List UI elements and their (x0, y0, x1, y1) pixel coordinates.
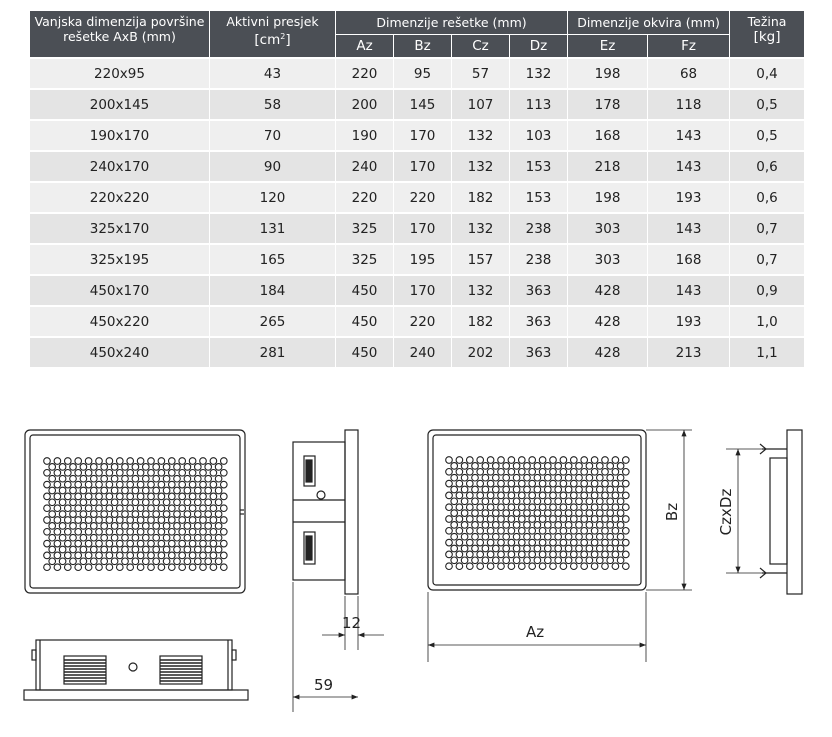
cell-cz: 57 (452, 58, 510, 89)
cell-kg: 0,4 (730, 58, 805, 89)
cell-fz: 143 (648, 275, 730, 306)
cell-cz: 157 (452, 244, 510, 275)
cell-dz: 153 (510, 182, 568, 213)
cell-ez: 198 (568, 182, 648, 213)
dim-label-59: 59 (314, 676, 334, 694)
cell-size: 325x195 (30, 244, 210, 275)
dim-label-az: Az (526, 623, 545, 641)
cell-dz: 238 (510, 213, 568, 244)
cell-bz: 220 (394, 182, 452, 213)
cell-area: 90 (210, 151, 336, 182)
cell-kg: 0,9 (730, 275, 805, 306)
dim-label-12: 12 (342, 614, 362, 632)
cell-size: 450x240 (30, 337, 210, 368)
side-view-right (726, 430, 802, 594)
cell-ez: 178 (568, 89, 648, 120)
cell-bz: 170 (394, 275, 452, 306)
cell-size: 200x145 (30, 89, 210, 120)
cell-fz: 118 (648, 89, 730, 120)
cell-size: 240x170 (30, 151, 210, 182)
cell-area: 43 (210, 58, 336, 89)
cell-kg: 0,5 (730, 89, 805, 120)
header-ez: Ez (568, 35, 648, 59)
cell-area: 265 (210, 306, 336, 337)
cell-az: 450 (336, 306, 394, 337)
cell-ez: 428 (568, 337, 648, 368)
cell-az: 220 (336, 58, 394, 89)
cell-area: 58 (210, 89, 336, 120)
cell-size: 220x220 (30, 182, 210, 213)
cell-cz: 182 (452, 306, 510, 337)
cell-az: 450 (336, 337, 394, 368)
cell-fz: 193 (648, 182, 730, 213)
front-view-grille (25, 430, 245, 593)
cell-ez: 303 (568, 213, 648, 244)
cell-dz: 238 (510, 244, 568, 275)
cell-kg: 0,5 (730, 120, 805, 151)
cell-kg: 1,0 (730, 306, 805, 337)
cell-dz: 363 (510, 337, 568, 368)
cell-kg: 0,6 (730, 182, 805, 213)
header-grille-dimensions: Dimenzije rešetke (mm) (336, 11, 568, 35)
cell-bz: 145 (394, 89, 452, 120)
dim-label-czdz: CzxDz (717, 488, 735, 536)
cell-dz: 113 (510, 89, 568, 120)
cell-fz: 143 (648, 120, 730, 151)
cell-area: 165 (210, 244, 336, 275)
cell-kg: 0,6 (730, 151, 805, 182)
cell-ez: 218 (568, 151, 648, 182)
cell-bz: 170 (394, 213, 452, 244)
cell-area: 120 (210, 182, 336, 213)
bottom-view-grille (24, 640, 248, 700)
cell-fz: 143 (648, 213, 730, 244)
cell-ez: 198 (568, 58, 648, 89)
cell-fz: 193 (648, 306, 730, 337)
header-fz: Fz (648, 35, 730, 59)
header-dz: Dz (510, 35, 568, 59)
cell-size: 220x95 (30, 58, 210, 89)
cell-fz: 68 (648, 58, 730, 89)
cell-cz: 132 (452, 151, 510, 182)
cell-cz: 182 (452, 182, 510, 213)
header-frame-dimensions: Dimenzije okvira (mm) (568, 11, 730, 35)
header-active-area: Aktivni presjek $[cm^2]$ (210, 11, 336, 59)
cell-az: 325 (336, 244, 394, 275)
cell-bz: 240 (394, 337, 452, 368)
dim-label-bz: Bz (663, 502, 681, 522)
cell-fz: 143 (648, 151, 730, 182)
header-az: Az (336, 35, 394, 59)
cell-az: 190 (336, 120, 394, 151)
cell-bz: 220 (394, 306, 452, 337)
cell-ez: 428 (568, 306, 648, 337)
front-view-dimensioned (428, 430, 692, 662)
cell-kg: 0,7 (730, 213, 805, 244)
cell-cz: 202 (452, 337, 510, 368)
cell-bz: 170 (394, 151, 452, 182)
cell-kg: 1,1 (730, 337, 805, 368)
cell-fz: 168 (648, 244, 730, 275)
cell-dz: 363 (510, 306, 568, 337)
cell-ez: 303 (568, 244, 648, 275)
side-view-grille (293, 430, 384, 712)
cell-az: 325 (336, 213, 394, 244)
cell-dz: 103 (510, 120, 568, 151)
cell-area: 70 (210, 120, 336, 151)
cell-kg: 0,7 (730, 244, 805, 275)
cell-bz: 95 (394, 58, 452, 89)
header-weight: Težina [kg] (730, 11, 805, 59)
cell-cz: 107 (452, 89, 510, 120)
cell-cz: 132 (452, 120, 510, 151)
cell-area: 131 (210, 213, 336, 244)
cell-ez: 168 (568, 120, 648, 151)
cell-cz: 132 (452, 213, 510, 244)
cell-size: 450x220 (30, 306, 210, 337)
cell-az: 240 (336, 151, 394, 182)
cell-size: 190x170 (30, 120, 210, 151)
cell-size: 450x170 (30, 275, 210, 306)
perforation-pattern (44, 458, 227, 571)
cell-bz: 195 (394, 244, 452, 275)
header-cz: Cz (452, 35, 510, 59)
cell-fz: 213 (648, 337, 730, 368)
cell-az: 450 (336, 275, 394, 306)
cell-ez: 428 (568, 275, 648, 306)
cell-az: 200 (336, 89, 394, 120)
header-outer-size: Vanjska dimenzija površine rešetke AxB (mm) (30, 11, 210, 59)
header-bz: Bz (394, 35, 452, 59)
cell-dz: 132 (510, 58, 568, 89)
cell-size: 325x170 (30, 213, 210, 244)
cell-dz: 363 (510, 275, 568, 306)
cell-area: 281 (210, 337, 336, 368)
cell-az: 220 (336, 182, 394, 213)
cell-dz: 153 (510, 151, 568, 182)
perforation-pattern-2 (446, 457, 629, 570)
cell-bz: 170 (394, 120, 452, 151)
cell-cz: 132 (452, 275, 510, 306)
cell-area: 184 (210, 275, 336, 306)
